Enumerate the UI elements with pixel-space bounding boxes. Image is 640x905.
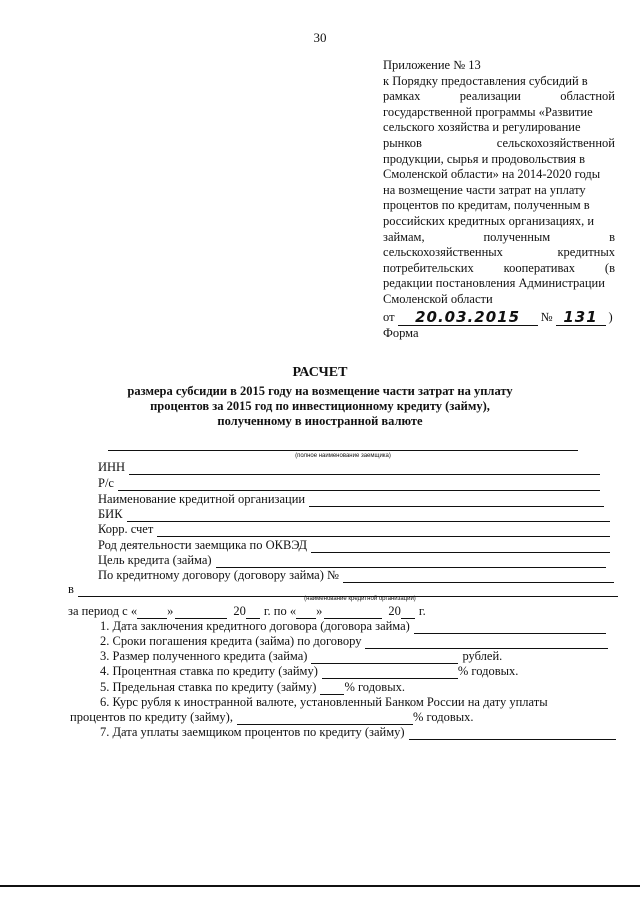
corr-account-row	[98, 522, 610, 537]
appendix-title: Приложение № 13	[383, 58, 481, 72]
item-1-row	[100, 619, 606, 634]
document-title: РАСЧЕТ	[292, 365, 348, 380]
appendix-line: российских кредитных организациях, и	[383, 213, 595, 228]
period-end-month-field[interactable]	[324, 607, 382, 619]
item-6-label: 6. Курс рубля к иностранной валюте, установленный Банком России на дату уплаты	[100, 695, 548, 709]
appendix-word: областной	[560, 89, 615, 104]
period-start-month-field[interactable]	[175, 607, 227, 619]
appendix-line: сельского хозяйства и регулирование	[383, 120, 581, 135]
okved-row	[98, 538, 610, 553]
appendix-word: реализации	[459, 89, 521, 104]
document-subtitle	[120, 384, 520, 429]
period-end-day-field[interactable]	[296, 607, 316, 619]
item-3-row	[100, 649, 502, 664]
corr-account-label: Корр. счет	[98, 522, 154, 536]
page-number: 30	[313, 30, 327, 45]
appendix-word: потребительских	[383, 260, 474, 275]
appendix-line: редакции постановления Администрации	[383, 276, 605, 291]
appendix-word: сельскохозяйственной	[496, 135, 615, 150]
appendix-word: в	[609, 229, 615, 244]
appendix-line	[383, 245, 615, 261]
org-caption: (наименование кредитной организации)	[304, 596, 416, 602]
period-year-prefix: 20	[233, 604, 246, 618]
period-year-prefix: 20	[388, 604, 401, 618]
appendix-line	[383, 261, 615, 277]
bank-name-row	[98, 492, 604, 507]
period-label: за период с «	[68, 604, 138, 618]
contract-date-field[interactable]	[414, 622, 606, 634]
inn-row	[98, 460, 600, 475]
period-to-label: г. по «	[263, 604, 297, 618]
okved-label: Род деятельности заемщика по ОКВЭД	[98, 538, 308, 552]
purpose-row	[98, 553, 606, 568]
item-6-line1	[100, 695, 548, 710]
okved-field[interactable]	[311, 541, 610, 553]
exchange-rate-field[interactable]	[237, 713, 413, 725]
item-3-label: 3. Размер полученного кредита (займа)	[100, 649, 308, 663]
loan-amount-field[interactable]	[311, 652, 458, 664]
appendix-line: продукции, сырья и продовольствия в	[383, 151, 586, 166]
inn-label: ИНН	[98, 460, 126, 474]
period-row	[68, 604, 426, 619]
item-2-label: 2. Сроки погашения кредита (займа) по договору	[100, 634, 362, 648]
appendix-word: рынков	[383, 135, 422, 150]
bank-name-label: Наименование кредитной организации	[98, 492, 306, 506]
max-rate-field[interactable]	[320, 683, 344, 695]
bank-name-field[interactable]	[309, 495, 604, 507]
item-5-label: 5. Предельная ставка по кредиту (займу)	[100, 680, 317, 694]
bik-row	[98, 507, 610, 522]
bik-label: БИК	[98, 507, 123, 521]
appendix-word: сельскохозяйственных	[383, 245, 503, 260]
interest-rate-field[interactable]	[322, 667, 458, 679]
handwritten-number: 131	[556, 310, 606, 326]
item-5-unit: % годовых.	[344, 680, 405, 694]
period-quote: »	[167, 604, 174, 618]
appendix-word: (в	[604, 260, 615, 275]
rs-field[interactable]	[118, 479, 600, 491]
appendix-line: Смоленской области	[383, 291, 493, 306]
item-6-label-cont: процентов по кредиту (займу),	[70, 710, 233, 724]
number-label: №	[540, 309, 553, 324]
appendix-line: Смоленской области» на 2014-2020 годы	[383, 167, 601, 182]
interest-payment-date-field[interactable]	[409, 728, 616, 740]
from-label: от	[383, 309, 395, 324]
period-start-day-field[interactable]	[137, 607, 167, 619]
contract-row	[98, 568, 614, 583]
item-4-unit: % годовых.	[457, 664, 519, 678]
appendix-word: полученным	[483, 229, 551, 244]
item-5-row	[100, 680, 405, 695]
subtitle-line: размера субсидии в 2015 году на возмещение части затрат на уплату	[127, 384, 513, 398]
rs-row	[98, 476, 600, 491]
decree-ref	[383, 307, 615, 326]
appendix-word: займам,	[383, 229, 425, 244]
appendix-word: кредитных	[557, 245, 615, 260]
appendix-word: кооперативах	[503, 260, 575, 275]
in-label: в	[68, 582, 74, 596]
period-end-label: г.	[418, 604, 426, 618]
bottom-border	[0, 885, 640, 887]
subtitle-line: процентов за 2015 год по инвестиционному кредиту (займу),	[150, 399, 490, 413]
subtitle-line: полученному в иностранной валюте	[217, 414, 423, 428]
appendix-line: процентов по кредитам, полученным в	[383, 198, 590, 213]
repayment-terms-field[interactable]	[365, 637, 608, 649]
appendix-line	[383, 89, 615, 105]
appendix-line: государственной программы «Развитие	[383, 104, 593, 119]
bik-field[interactable]	[127, 510, 610, 522]
appendix-block	[383, 58, 615, 341]
borrower-name-field[interactable]	[108, 440, 578, 451]
item-7-row	[100, 725, 616, 740]
close-paren: )	[608, 309, 613, 324]
rs-label: Р/с	[98, 476, 114, 490]
appendix-line: к Порядку предоставления субсидий в	[383, 73, 588, 88]
period-quote: »	[316, 604, 323, 618]
handwritten-date: 20.03.2015	[398, 310, 538, 326]
purpose-field[interactable]	[216, 556, 606, 568]
period-start-year-field[interactable]	[246, 607, 260, 619]
item-4-label: 4. Процентная ставка по кредиту (займу)	[100, 664, 318, 678]
contract-label: По кредитному договору (договору займа) №	[98, 568, 339, 582]
item-6-line2	[70, 710, 474, 725]
item-1-label: 1. Дата заключения кредитного договора (договора займа)	[100, 619, 410, 633]
appendix-line	[383, 136, 615, 152]
appendix-word: рамках	[383, 89, 421, 104]
appendix-line	[383, 230, 615, 246]
borrower-caption: (полное наименование заемщика)	[295, 453, 391, 459]
credit-org-row	[68, 582, 618, 597]
item-4-row	[100, 664, 518, 679]
item-2-row	[100, 634, 608, 649]
item-3-unit: рублей.	[462, 649, 503, 663]
purpose-label: Цель кредита (займа)	[98, 553, 212, 567]
inn-field[interactable]	[129, 463, 600, 475]
item-7-label: 7. Дата уплаты заемщиком процентов по кредиту (займу)	[100, 725, 405, 739]
period-end-year-field[interactable]	[401, 607, 415, 619]
corr-account-field[interactable]	[157, 525, 610, 537]
appendix-line: на возмещение части затрат на уплату	[383, 182, 586, 197]
item-6-unit: % годовых.	[412, 710, 474, 724]
form-label: Форма	[383, 325, 419, 340]
